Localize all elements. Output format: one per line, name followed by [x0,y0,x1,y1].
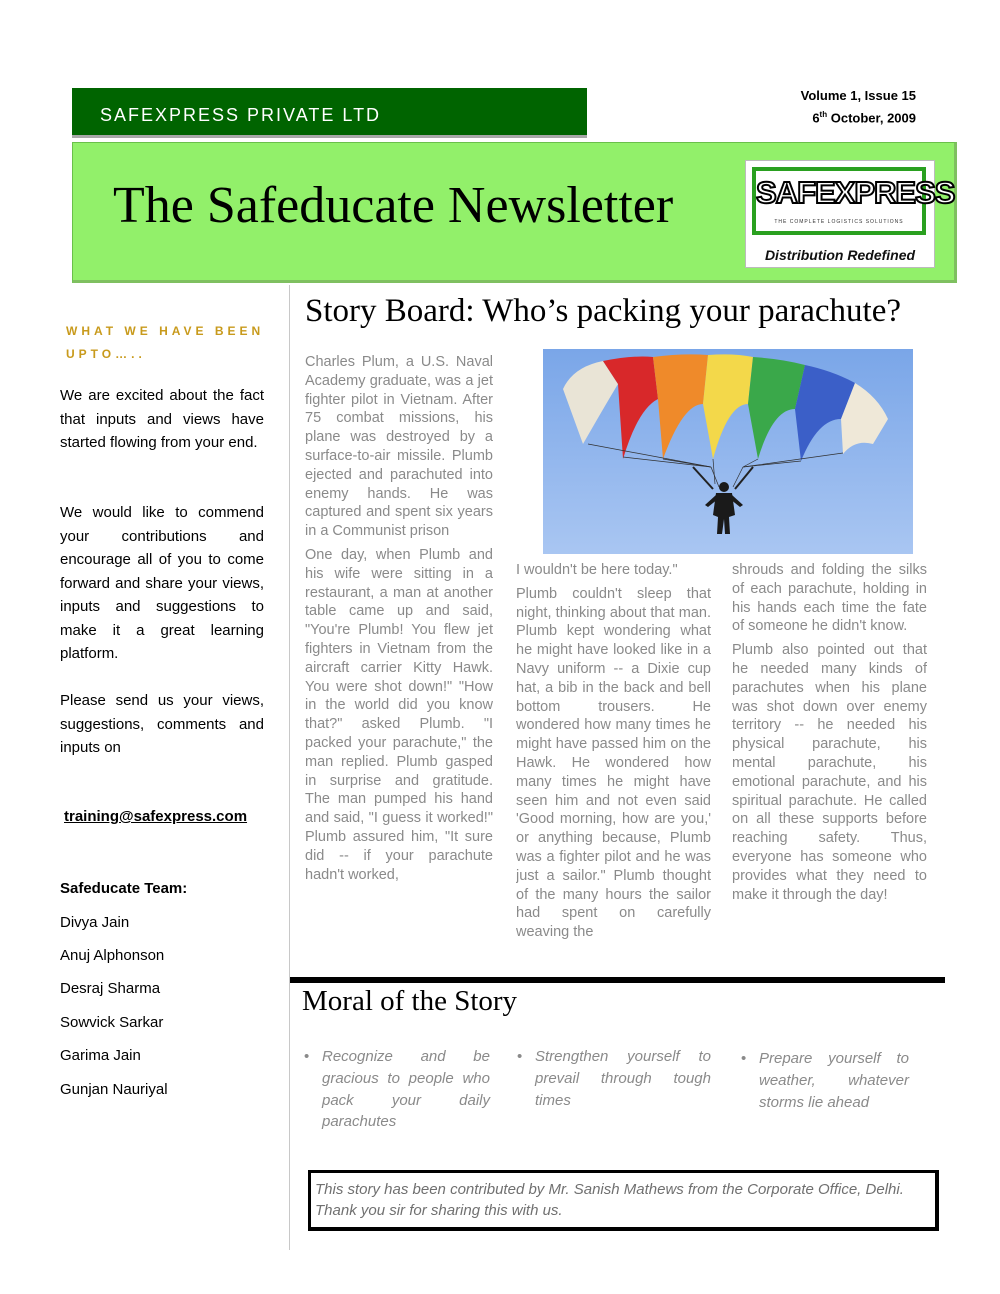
story-paragraph: One day, when Plumb and his wife were sitting in a restaurant, a man at another table came up and said, "You're Plumb! You flew jet fighters in Vietnam from the aircraft carrier Kitty Hawk. You were shot down!" "How in the world did you know that?" asked Plumb. "I packed your parachute," the man replied. Plumb gasped in surprise and gratitude. The man pumped his hand and said, "I guess it worked!" Plumb assured him, "It sure did -- if your parachute hadn't worked, [305,546,493,883]
moral-item [741,1048,909,1113]
story-column-1 [305,353,493,975]
story-column-2 [516,561,711,975]
moral-item [517,1046,711,1111]
team-member: Gunjan Nauriyal [60,1081,168,1098]
company-name: SAFEXPRESS PRIVATE LTD [100,105,382,125]
training-email-link[interactable]: training@safexpress.com [64,808,248,825]
logo-frame [752,167,955,235]
story-paragraph: Plumb couldn't sleep that night, thinking about that man. Plumb kept wondering what he might have looked like in a Navy uniform -- a Dixie cup hat, a bib in the back and bell bottom trousers. He wondered how many times he might have passed him on the Hawk. He wondered how many times he might have seen him and not even said 'Good morning, how are you,' or anything because, Plumb was a fighter pilot and he was just a sailor." Plumb thought of the many hours the sailor had spent on carefully weaving the [516,585,711,941]
sidebar-paragraph: We would like to commend your contributions and encourage all of you to come forward and share your views, inputs and suggestions to make it a great learning platform. [60,504,264,662]
team-member: Sowvick Sarkar [60,1014,164,1031]
bullet-icon: • [741,1050,747,1067]
logo-subtitle: THE COMPLETE LOGISTICS SOLUTIONS [774,219,904,225]
team-title: Safeducate Team: [60,880,188,897]
story-paragraph: shrouds and folding the silks of each parachute, holding in his hands each time the fate of someone he didn't know. [732,562,927,635]
parachute-photo [543,349,913,554]
team-member: Divya Jain [60,914,130,931]
newsletter-title: The Safeducate Newsletter [113,177,674,234]
team-member: Garima Jain [60,1047,141,1064]
story-column-3 [732,561,927,975]
moral-item-text: Prepare yourself to weather, whatever storms lie ahead [759,1050,909,1111]
credit-text: This story has been contributed by Mr. Sanish Mathews from the Corporate Office, Delhi. Thank you sir for sharing this with us. [315,1181,904,1219]
sidebar-paragraph: We are excited about the fact that inputs and views have started flowing from your end. [60,387,264,451]
date-rest: October, 2009 [827,110,916,126]
story-paragraph: Plumb also pointed out that he needed many kinds of parachutes when his plane was shot down over enemy territory -- he needed his physical parachute, his mental parachute, his emotional parachute, and his spiritual parachute. He called on all these supports before reaching safety. Thus, everyone has someone who provides what they need to make it through the day! [732,642,927,903]
sidebar-divider [289,285,290,1250]
issue-date [801,105,916,127]
moral-item [304,1046,490,1133]
story-headline: Story Board: Who’s packing your parachute? [305,293,901,329]
moral-item-text: Strengthen yourself to prevail through tough times [535,1048,711,1109]
moral-item-text: Recognize and be gracious to people who pack your daily parachutes [322,1048,490,1131]
team-member: Desraj Sharma [60,980,161,997]
logo-wordmark: SAFEXPRESS [756,175,955,210]
sidebar-heading: WHAT WE HAVE BEEN UPTO….. [66,324,265,361]
volume-issue: Volume 1, Issue 15 [800,88,916,103]
story-paragraph: I wouldn't be here today." [516,562,678,578]
story-paragraph: Charles Plum, a U.S. Naval Academy graduate, was a jet fighter pilot in Vietnam. After 75 combat missions, his plane was destroyed by a surface-to-air missile. Plumb ejected and parachuted into enemy hands. He was captured and spent six years in a Communist prison [305,354,493,540]
safexpress-logo [745,160,955,268]
moral-title: Moral of the Story [302,985,518,1017]
bullet-icon: • [304,1048,310,1065]
story-divider [290,977,945,983]
logo-tagline: Distribution Redefined [764,247,916,263]
date-suffix: th [819,110,828,119]
team-member: Anuj Alphonson [60,947,165,964]
sidebar-paragraph: Please send us your views, suggestions, comments and inputs on [60,692,264,756]
date-day: 6 [812,110,820,126]
issue-info [801,86,916,127]
bullet-icon: • [517,1048,523,1065]
